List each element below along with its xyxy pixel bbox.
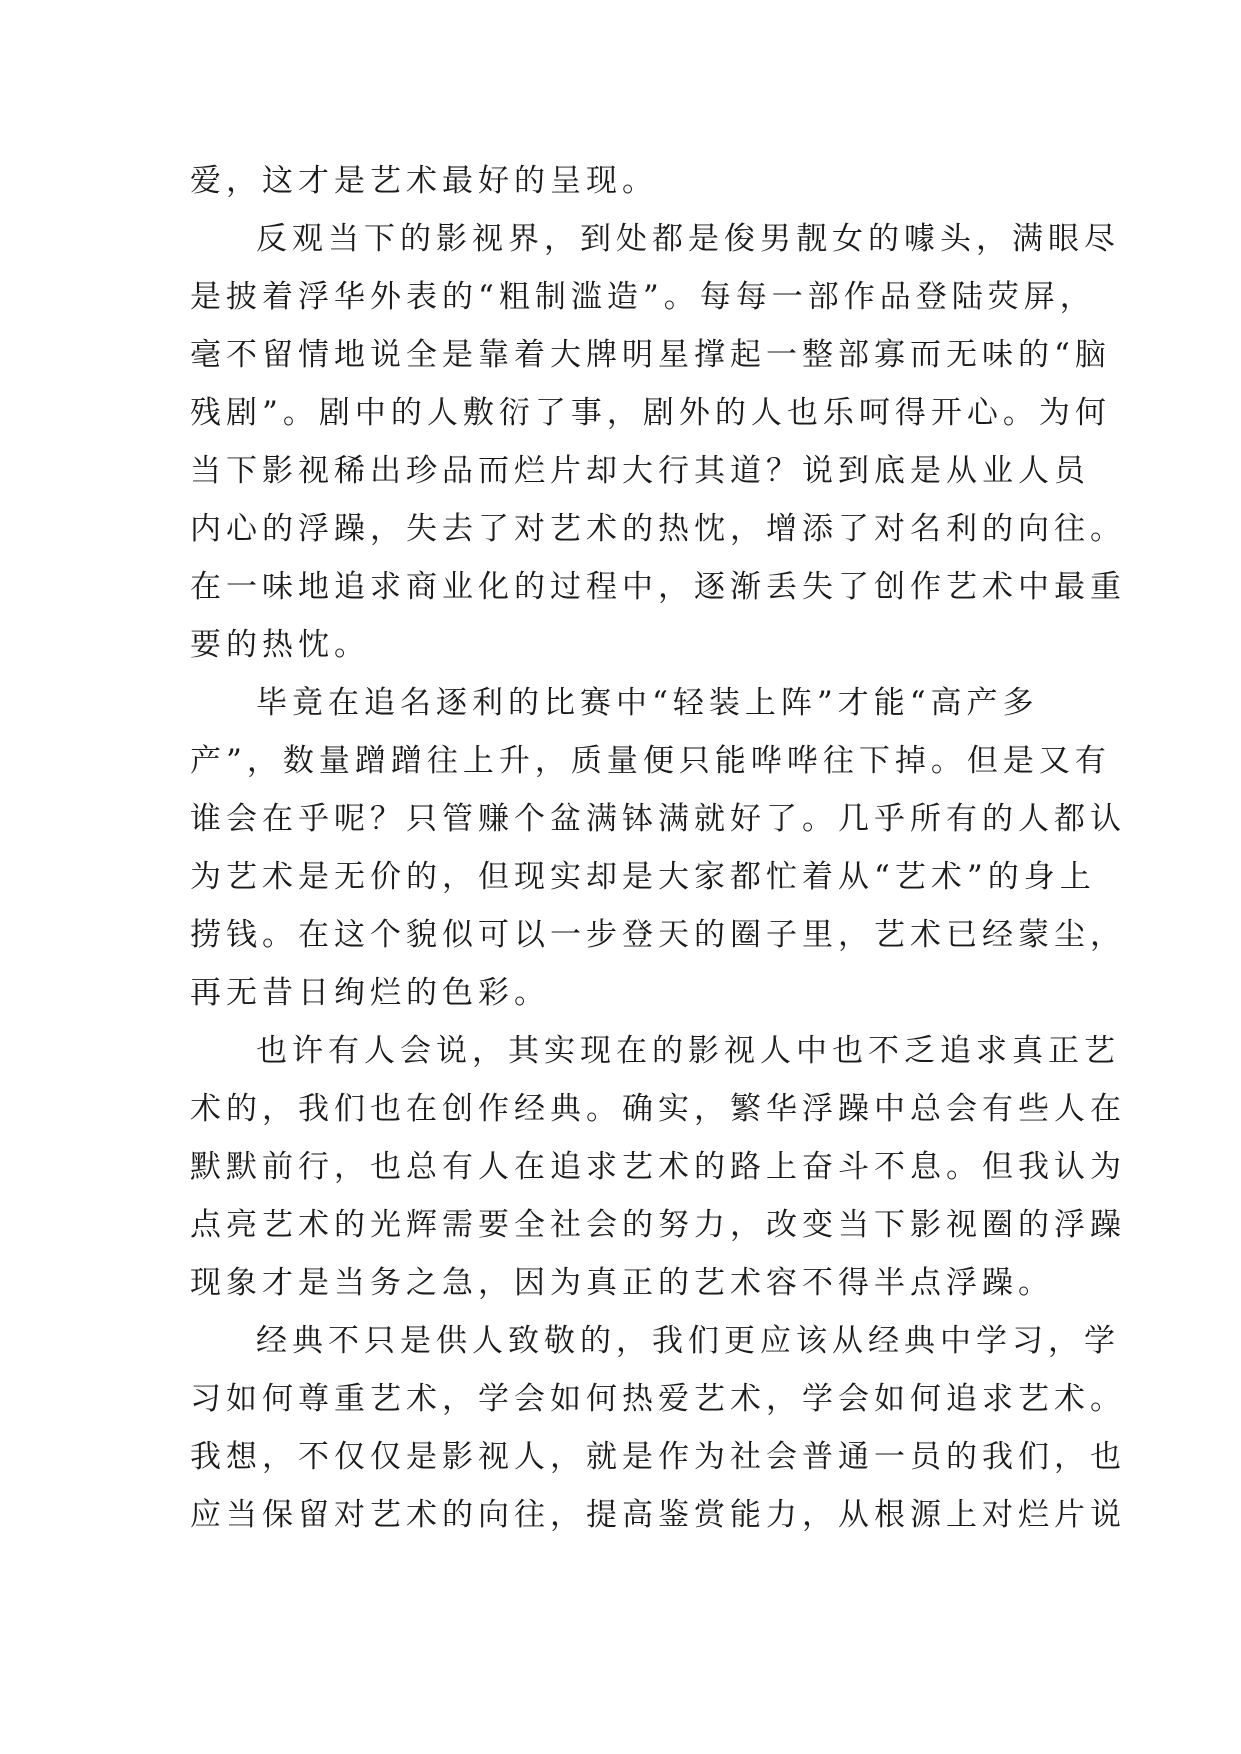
text-line: 残剧”。剧中的人敷衍了事，剧外的人也乐呵得开心。为何	[190, 395, 1111, 431]
text-line: 毫不留情地说全是靠着大牌明星撑起一整部寡而无味的“脑	[190, 337, 1111, 373]
text-line: 谁会在乎呢？只管赚个盆满钵满就好了。几乎所有的人都认	[190, 801, 1126, 837]
text-line: 应当保留对艺术的向往，提高鉴赏能力，从根源上对烂片说	[190, 1497, 1126, 1533]
text-line: 为艺术是无价的，但现实却是大家都忙着从“艺术”的身上	[190, 859, 1096, 895]
text-line: 当下影视稀出珍品而烂片却大行其道？说到底是从业人员	[190, 453, 1090, 489]
text-line: 捞钱。在这个貌似可以一步登天的圈子里，艺术已经蒙尘，	[190, 917, 1126, 953]
text-line: 反观当下的影视界，到处都是俊男靓女的噱头，满眼尽	[256, 221, 1120, 257]
text-line: 现象才是当务之急，因为真正的艺术容不得半点浮躁。	[190, 1265, 1054, 1301]
text-line: 也许有人会说，其实现在的影视人中也不乏追求真正艺	[256, 1033, 1120, 1069]
text-line: 在一味地追求商业化的过程中，逐渐丢失了创作艺术中最重	[190, 569, 1126, 605]
text-line: 经典不只是供人致敬的，我们更应该从经典中学习，学	[256, 1323, 1120, 1359]
text-line: 内心的浮躁，失去了对艺术的热忱，增添了对名利的向往。	[190, 511, 1126, 547]
text-line: 再无昔日绚烂的色彩。	[190, 975, 550, 1011]
text-line: 术的，我们也在创作经典。确实，繁华浮躁中总会有些人在	[190, 1091, 1126, 1127]
text-line: 是披着浮华外表的“粗制滥造”。每每一部作品登陆荧屏，	[190, 279, 1096, 315]
text-line: 毕竟在追名逐利的比赛中“轻装上阵”才能“高产多	[256, 685, 1039, 721]
text-line: 爱，这才是艺术最好的呈现。	[190, 163, 658, 199]
text-line: 我想，不仅仅是影视人，就是作为社会普通一员的我们，也	[190, 1439, 1126, 1475]
text-line: 要的热忱。	[190, 627, 370, 663]
text-line: 点亮艺术的光辉需要全社会的努力，改变当下影视圈的浮躁	[190, 1207, 1126, 1243]
text-line: 习如何尊重艺术，学会如何热爱艺术，学会如何追求艺术。	[190, 1381, 1126, 1417]
text-line: 默默前行，也总有人在追求艺术的路上奋斗不息。但我认为	[190, 1149, 1126, 1185]
text-line: 产”，数量蹭蹭往上升，质量便只能哗哗往下掉。但是又有	[190, 743, 1111, 779]
article-body	[190, 152, 1126, 1544]
